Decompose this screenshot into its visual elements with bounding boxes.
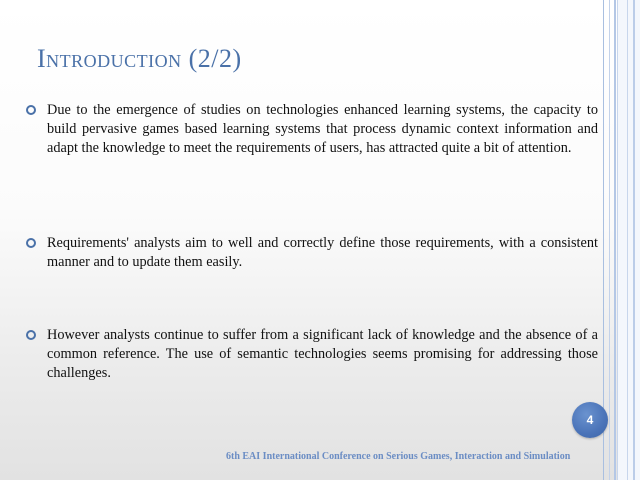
page-number-badge: 4 [572,402,608,438]
slide-footer: 6th EAI International Conference on Serious Games, Interaction and Simulation [226,451,571,462]
circle-bullet-icon [26,105,36,115]
bullet-text: However analysts continue to suffer from a significant lack of knowledge and the absence of a common reference. The use of semantic technologies seems promising for addressing those challenges. [47,327,598,381]
bullet-text: Requirements' analysts aim to well and correctly define those requirements, with a consistent manner and to update them easily. [47,235,598,270]
bullet-text: Due to the emergence of studies on technologies enhanced learning systems, the capacity to build pervasive games based learning systems that process dynamic context information and adapt the knowledge to meet the requirements of users, has attracted quite a bit of attention. [47,102,598,156]
circle-bullet-icon [26,238,36,248]
circle-bullet-icon [26,330,36,340]
slide-title: Introduction (2/2) [37,44,242,73]
